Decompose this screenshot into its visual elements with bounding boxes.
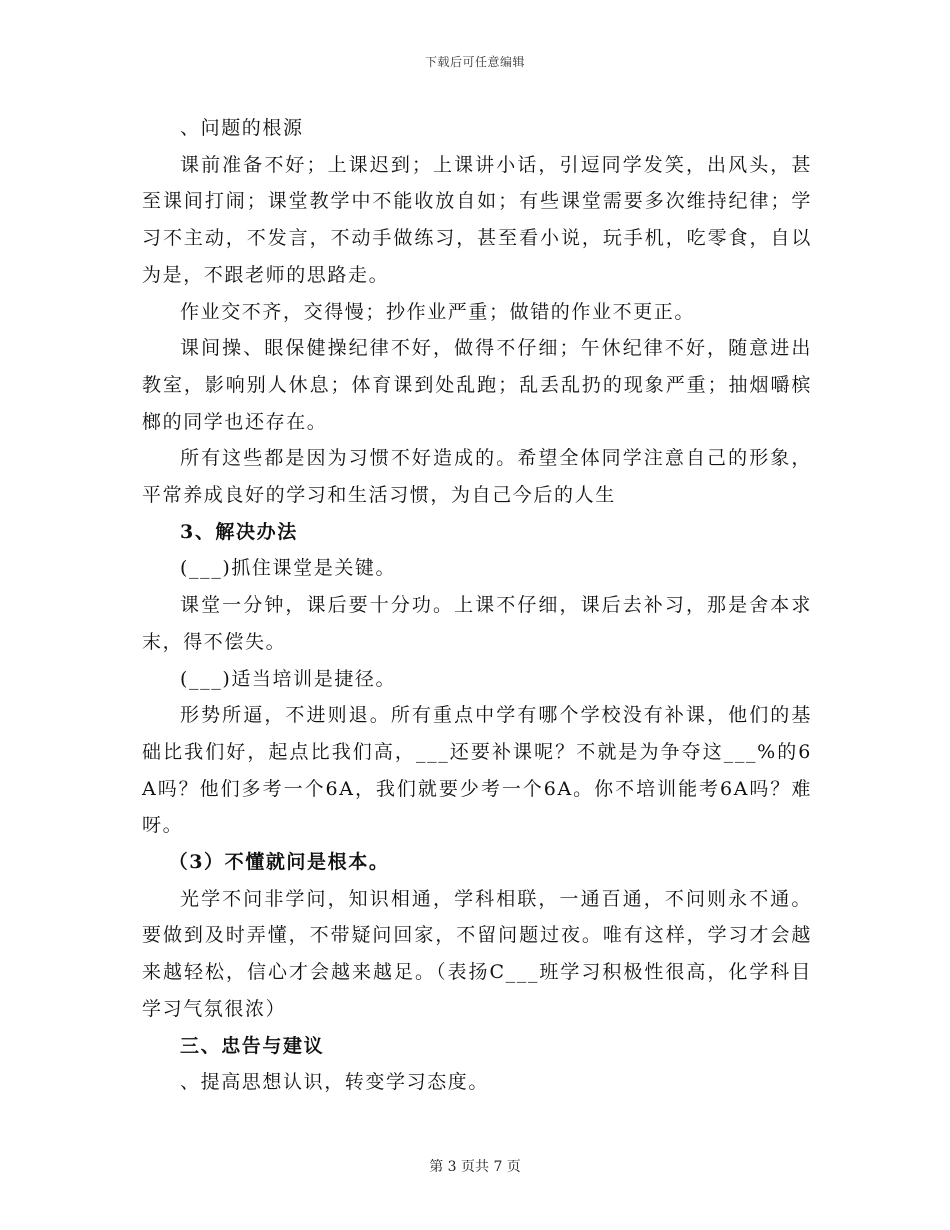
subheading-grasp-classroom: (___)抓住课堂是关键。 — [180, 557, 397, 580]
paragraph-training: 形势所逼，不进则退。所有重点中学有哪个学校没有补课，他们的基础比我们好，起点比我们高，___还要补课呢？不就是为争夺这___%的6A吗？他们多考一个6A，我们就要少考一个6A。你不培训能考6A吗？难呀。 — [142, 704, 812, 837]
paragraph-discipline-problems: 课间操、眼保健操纪律不好，做得不仔细；午休纪律不好，随意进出教室，影响别人休息；体育课到处乱跑；乱丢乱扔的现象严重；抽烟嚼槟榔的同学也还存在。 — [142, 337, 812, 433]
page-footer: 第 3 页共 7 页 — [429, 1159, 521, 1175]
paragraph-ask-questions: 光学不问非学问，知识相通，学科相联，一通百通，不问则永不通。要做到及时弄懂，不带疑问回家，不留问题过夜。唯有这样，学习才会越来越轻松，信心才会越来越足。（表扬C___班学习积极性很高，化学科目学习气氛很浓） — [142, 887, 812, 1020]
page-header: 下载后可任意编辑 — [424, 55, 525, 69]
paragraph-homework-problems: 作业交不齐，交得慢；抄作业严重；做错的作业不更正。 — [180, 300, 696, 323]
document-body — [142, 110, 812, 1101]
subheading-ask-questions: （3）不懂就问是根本。 — [168, 851, 390, 874]
paragraph-habits: 所有这些都是因为习惯不好造成的。希望全体同学注意自己的形象，平常养成良好的学习和生活习惯，为自己今后的人生 — [142, 447, 812, 507]
section-heading-solutions: 3、解决办法 — [180, 520, 298, 543]
paragraph-improve-awareness: 、提高思想认识，转变学习态度。 — [180, 1071, 490, 1094]
paragraph-classroom-problems: 课前准备不好；上课迟到；上课讲小话，引逗同学发笑，出风头，甚至课间打闹；课堂教学中不能收放自如；有些课堂需要多次维持纪律；学习不主动，不发言，不动手做练习，甚至看小说，玩手机，吃零食，自以为是，不跟老师的思路走。 — [142, 153, 812, 286]
subheading-training: (___)适当培训是捷径。 — [180, 667, 397, 690]
paragraph-classroom-minute: 课堂一分钟，课后要十分功。上课不仔细，课后去补习，那是舍本求末，得不偿失。 — [142, 594, 812, 653]
section-heading-advice: 三、忠告与建议 — [180, 1034, 325, 1057]
section-heading-root-cause: 、问题的根源 — [180, 117, 304, 139]
